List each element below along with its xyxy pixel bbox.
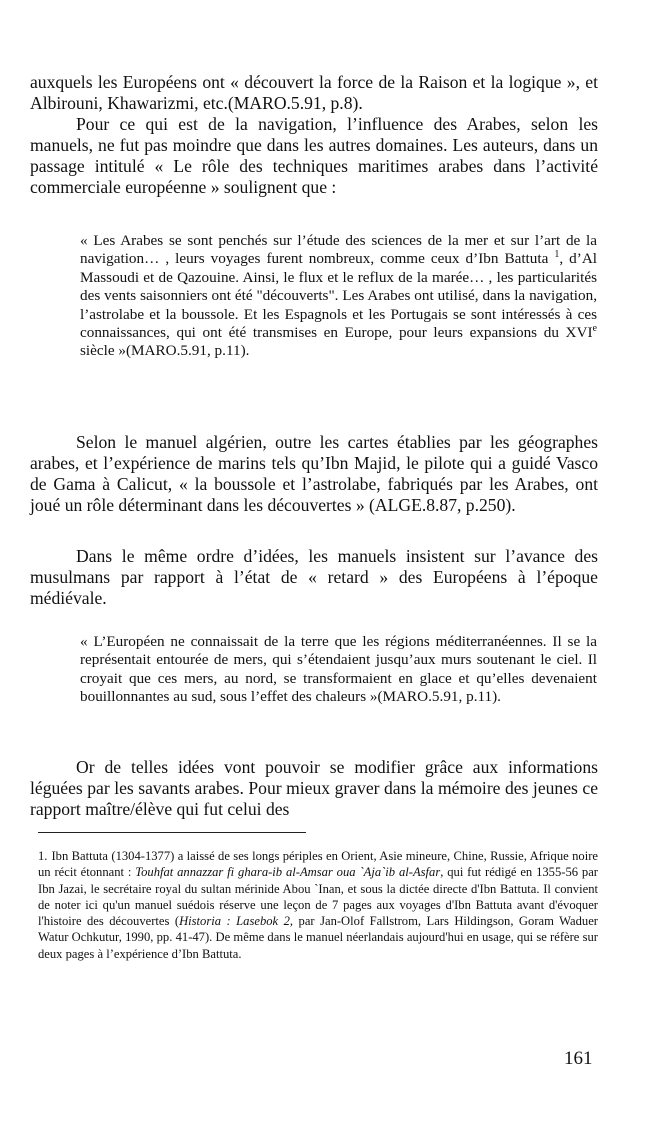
paragraph-5: Or de telles idées vont pouvoir se modifier grâce aux informations léguées par les savants arabes. Pour mieux graver dans la mémoire des jeunes ce rapport maître/élève qui fut celui des (30, 757, 598, 819)
quote-block-2: « L’Européen ne connaissait de la terre que les régions méditerranéennes. Il se la représentait entourée de mers, qui s’étendaient jusqu’aux murs soutenant le ciel. Il croyait que ces mers, au nord, se transformaient en glace et qu’elles devenaient bouillonnantes au sud, sous l’effet des chaleurs »(MARO.5.91, p.11). (80, 633, 597, 706)
footnote-title-1: Touhfat annazzar fi ghara-ib al-Amsar oua `Aja`ib al-Asfar (135, 865, 441, 880)
footnote-marker: 1. (38, 849, 48, 863)
quote-1-text-a: « Les Arabes se sont penchés sur l’étude des sciences de la mer et sur l’art de la navigation… , leurs voyages furent nombreux, comme ceux d’Ibn Battuta (80, 232, 597, 268)
footnote-ref-1: 1 (554, 249, 560, 261)
footnote-1 (38, 848, 598, 962)
paragraph-2: Pour ce qui est de la navigation, l’influence des Arabes, selon les manuels, ne fut pas moindre que dans les autres domaines. Les auteurs, dans un passage intitulé « Le rôle des techniques maritimes arabes dans l’activité commerciale européenne » soulignent que : (30, 114, 598, 197)
paragraph-1: auxquels les Européens ont « découvert la force de la Raison et la logique », et Albirouni, Khawarizmi, etc.(MARO.5.91, p.8). (30, 72, 598, 113)
quote-1-text-c: siècle »(MARO.5.91, p.11). (80, 342, 250, 360)
footnote-text-c: par Jan-Olof Fallstrom, Lars Hildingson, Goram Waduer Watur Ochkutur, 1990, pp. 41-47). De même dans le manuel néerlandais aujourd'hui en usage, qui se réfère sur deux pages à l’expérience d’Ibn Battuta. (38, 914, 598, 961)
footnote-title-2: Historia : Lasebok 2, (179, 914, 294, 929)
page-number: 161 (564, 1048, 593, 1069)
quote-1-text-b: , d’Al Massoudi et de Qazouine. Ainsi, le flux et le reflux de la marée… , les particularités des vents saisonniers ont été "découverts". Les Arabes ont utilisé, dans la navigation, l’astrolabe et la boussole. Et les Espagnols et les Portugais se sont intéressés à ces connaissances, qui ont été transmises en Europe, pour leurs expansions du XVI (80, 250, 598, 342)
paragraph-3: Selon le manuel algérien, outre les cartes établies par les géographes arabes, et l’expérience de marins tels qu’Ibn Majid, le pilote qui a guidé Vasco de Gama à Calicut, « la boussole et l’astrolabe, fabriqués par les Arabes, ont joué un rôle déterminant dans les découvertes » (ALGE.8.87, p.250). (30, 432, 598, 515)
century-superscript: e (592, 322, 597, 334)
quote-block-1 (80, 232, 597, 361)
footnote-separator (38, 832, 306, 833)
paragraph-4: Dans le même ordre d’idées, les manuels insistent sur l’avance des musulmans par rapport à l’état de « retard » des Européens à l’époque médiévale. (30, 546, 598, 608)
footnote-text-b: , qui fut rédigé en 1355-56 par Ibn Jazai, le secrétaire royal du sultan mérinide Abou `Inan, et sous la dictée directe d'Ibn Battuta. Il convient de noter ici qu'un manuel suédois réserve une leçon de 7 pages aux voyages d'Ibn Battuta avant d'évoquer l'histoire des découvertes ( (38, 865, 598, 929)
footnote-text-a: Ibn Battuta (1304-1377) a laissé de ses longs périples en Orient, Asie mineure, Chine, Russie, Afrique noire un récit étonnant : (38, 849, 598, 880)
